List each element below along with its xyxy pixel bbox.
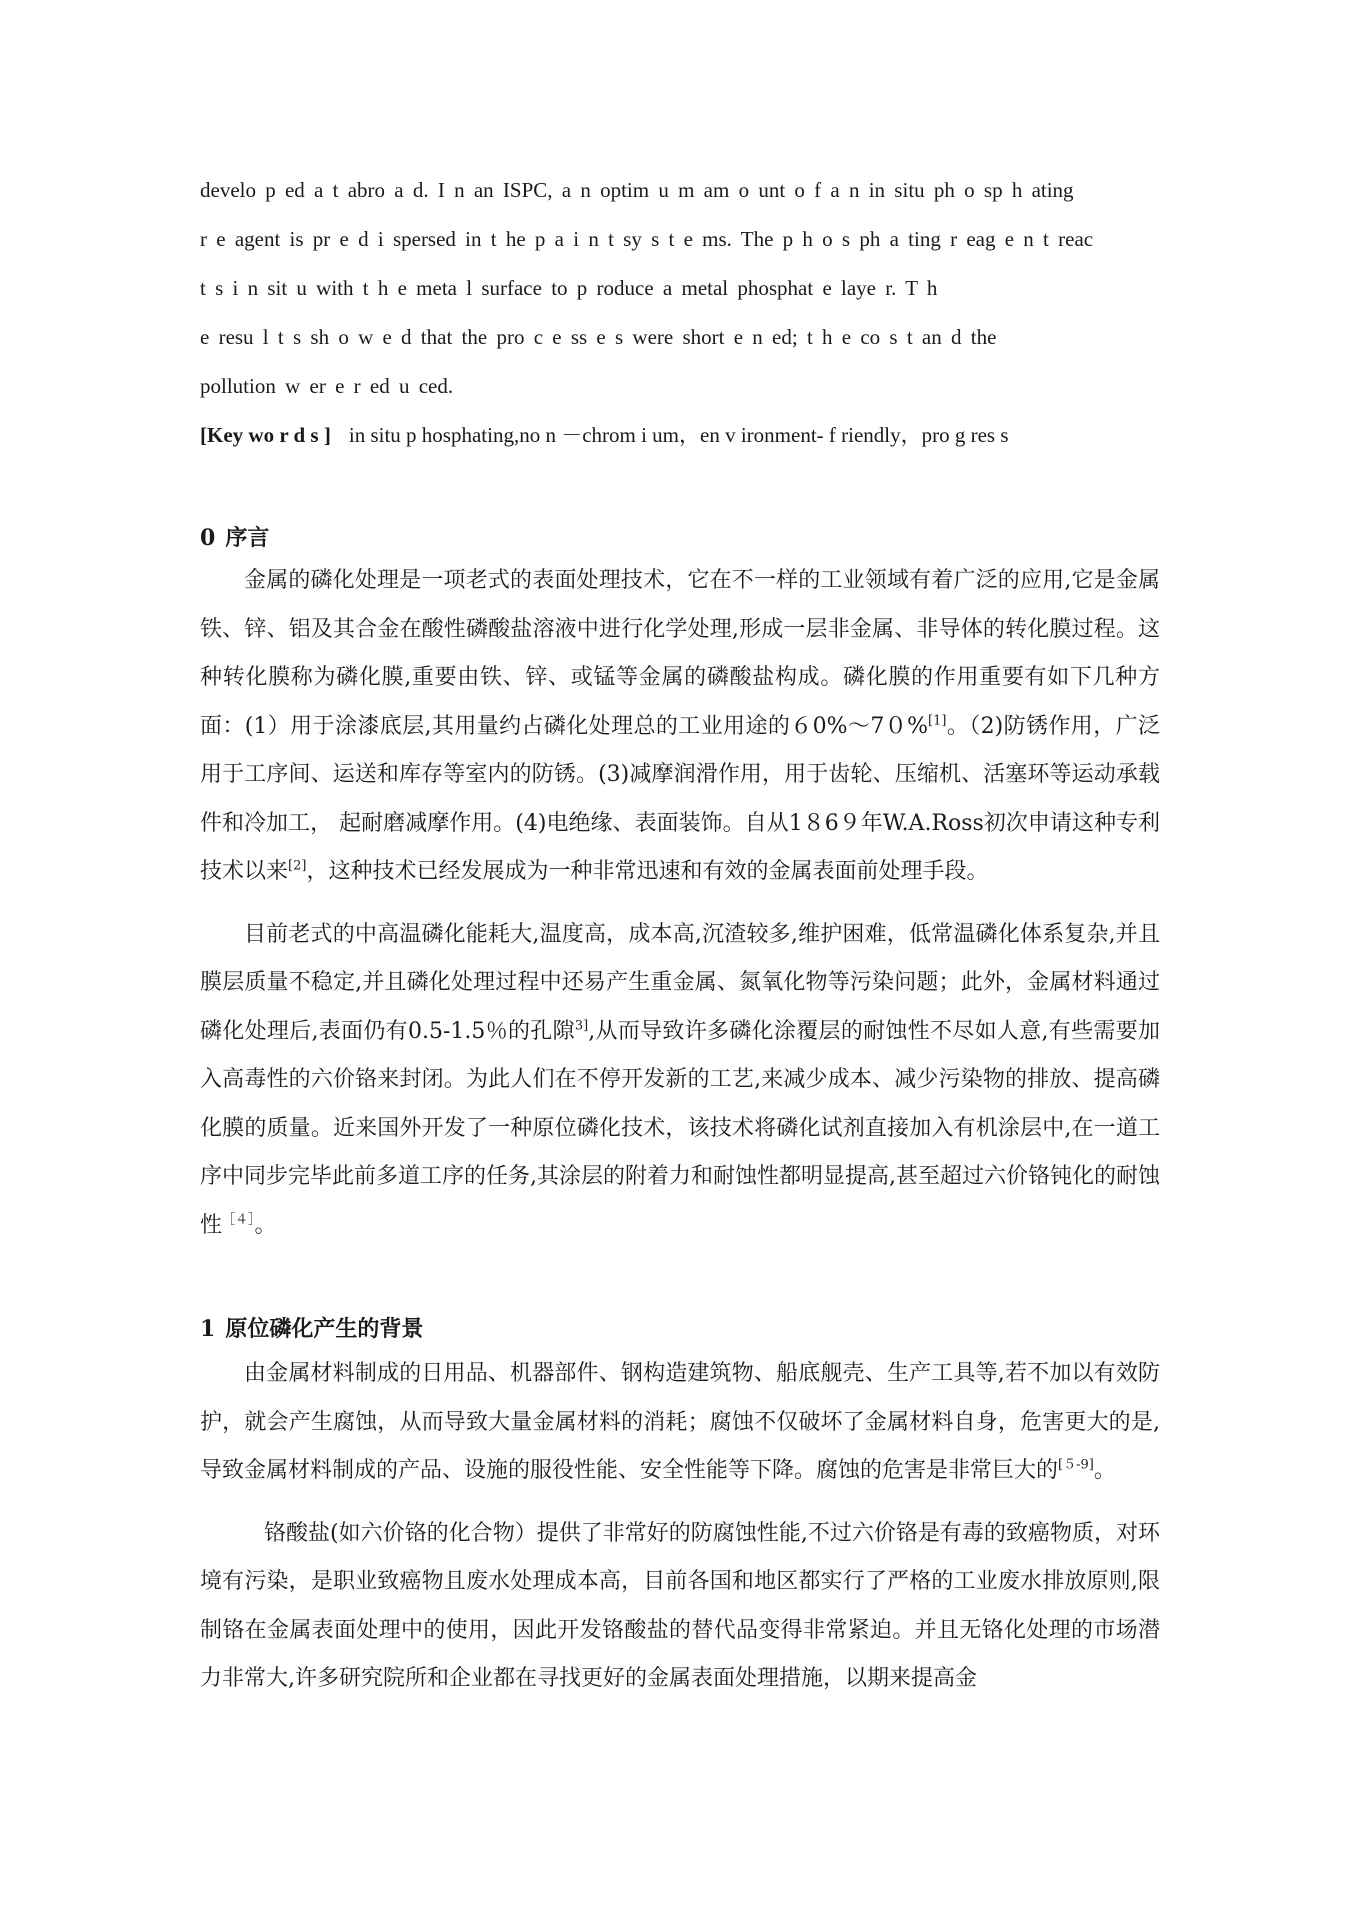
abstract-line: t s i n sit u with t h e meta l surface to p roduce a metal phosphat e laye r. T h bbox=[200, 276, 938, 300]
abstract-line: develo p ed a t abro a d. I n an ISPC, a n optim u m am o unt o f a n in situ ph o sp h ating bbox=[200, 178, 1074, 202]
paragraph: 铬酸盐(如六价铬的化合物）提供了非常好的防腐蚀性能,不过六价铬是有毒的致癌物质，对环境有污染，是职业致癌物且废水处理成本高，目前各国和地区都实行了严格的工业废水排放原则,限制铬在金属表面处理中的使用，因此开发铬酸盐的替代品变得非常紧迫。并且无铬化处理的市场潜力非常大,许多研究院所和企业都在寻找更好的金属表面处理措施，以期来提高金 bbox=[200, 1520, 1160, 1691]
section-number: 0 bbox=[200, 525, 216, 551]
citation: [５-9] bbox=[1058, 1457, 1094, 1473]
citation: [2] bbox=[288, 858, 307, 874]
paragraph: 金属的磷化处理是一项老式的表面处理技术，它在不一样的工业领域有着广泛的应用,它是金属铁、锌、铝及其合金在酸性磷酸盐溶液中进行化学处理,形成一层非金属、非导体的转化膜过程。这种转化膜称为磷化膜,重要由铁、锌、或锰等金属的磷酸盐构成。磷化膜的作用重要有如下几种方面：(1）用于涂漆底层,其用量约占磷化处理总的工业用途的６0%～7０%[1]。（2)防锈作用，广泛用于工序间、运送和库存等室内的防锈。(3)减摩润滑作用，用于齿轮、压缩机、活塞环等运动承载件和冷加工， 起耐磨减摩作用。(4)电绝缘、表面装饰。自从1８6９年W.A.Ross初次申请这种专利技术以来[2]，这种技术已经发展成为一种非常迅速和有效的金属表面前处理手段。 bbox=[200, 568, 1160, 884]
abstract-line: r e agent is pr e d i spersed in t he p a i n t sy s t e ms. The p h o s ph a ting r eag e n t reac bbox=[200, 227, 1094, 251]
section-heading-1 bbox=[200, 1311, 423, 1347]
abstract-line: e resu l t s sh o w e d that the pro c e ss e s were short e n ed; t h e co s t an d the bbox=[200, 325, 997, 349]
citation: [1] bbox=[928, 713, 947, 729]
english-abstract bbox=[200, 166, 1160, 411]
abstract-line: pollution w er e r ed u ced. bbox=[200, 374, 454, 398]
citation: 3] bbox=[574, 1018, 589, 1034]
section-title: 原位磷化产生的背景 bbox=[225, 1316, 424, 1342]
keywords-label: [Key wo r d s ] bbox=[200, 423, 331, 447]
paragraph: 目前老式的中高温磷化能耗大,温度高，成本高,沉渣较多,维护困难，低常温磷化体系复杂,并且膜层质量不稳定,并且磷化处理过程中还易产生重金属、氮氧化物等污染问题；此外，金属材料通过磷化处理后,表面仍有0.5-1.5％的孔隙$^{3]}$,从而导致许多磷化涂覆层的耐蚀性不尽如人意,有些需要加入高毒性的六价铬来封闭。为此人们在不停开发新的工艺,来减少成本、减少污染物的排放、提高磷化膜的质量。近来国外开发了一种原位磷化技术，该技术将磷化试剂直接加入有机涂层中,在一道工序中同步完毕此前多道工序的任务,其涂层的附着力和耐蚀性都明显提高,甚至超过六价铬钝化的耐蚀性$^{[4]}$。 bbox=[200, 921, 1160, 1238]
paragraph: 由金属材料制成的日用品、机器部件、钢构造建筑物、船底舰壳、生产工具等,若不加以有效防护，就会产生腐蚀，从而导致大量金属材料的消耗；腐蚀不仅破坏了金属材料自身，危害更大的是,导致金属材料制成的产品、设施的服役性能、安全性能等下降。腐蚀的危害是非常巨大的[５-9]。 bbox=[200, 1361, 1160, 1483]
section-number: 1 bbox=[200, 1316, 216, 1342]
section-1-body bbox=[200, 1350, 1160, 1704]
section-title: 序言 bbox=[225, 525, 270, 551]
keywords bbox=[200, 411, 1160, 460]
keywords-text: in situ p hosphating,no n －chrom i um，en v ironment- f riendly，pro g res s bbox=[348, 423, 1009, 447]
section-0-body bbox=[200, 557, 1160, 1250]
section-heading-0 bbox=[200, 520, 269, 556]
citation: ［４］ bbox=[222, 1212, 255, 1228]
